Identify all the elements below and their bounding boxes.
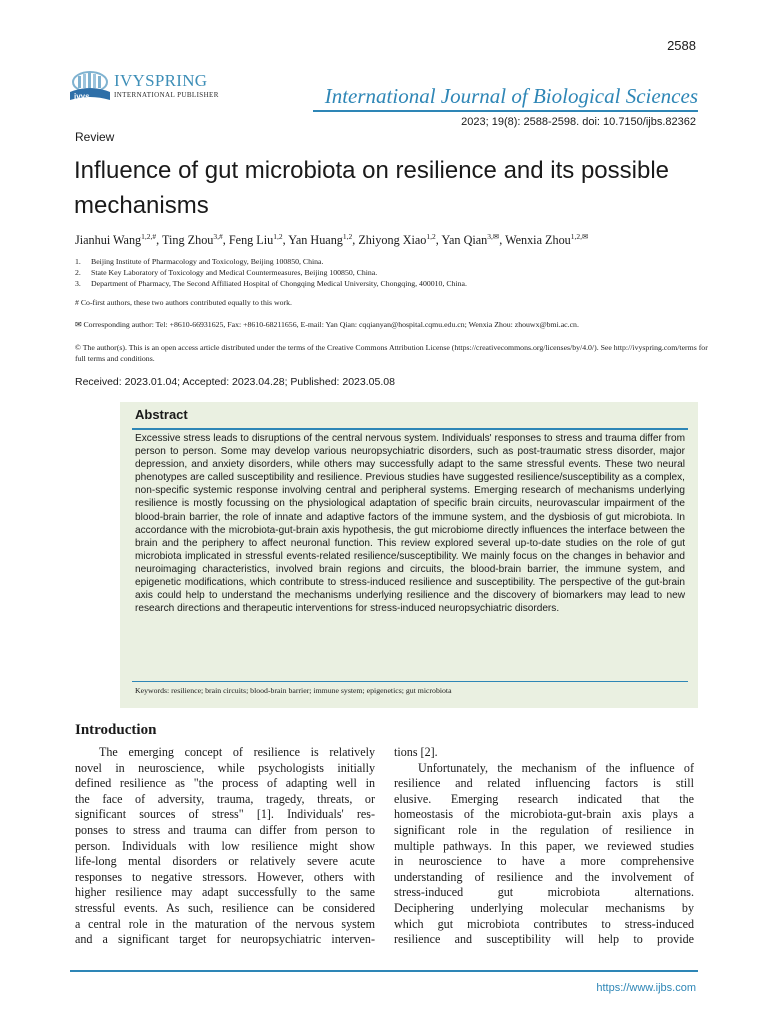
affiliation-text: Department of Pharmacy, The Second Affiliated Hospital of Chongqing Medical University, Chongqing, 400010, China. xyxy=(91,279,467,288)
cofirst-note: # Co-first authors, these two authors contributed equally to this work. xyxy=(75,298,292,307)
author-name: Yan Qian xyxy=(441,233,488,248)
text-line: tions [2]. xyxy=(394,745,438,759)
introduction-right-column xyxy=(394,745,694,948)
corresponding-author: ✉ Corresponding author: Tel: +8610-66931625, Fax: +8610-68211656, E-mail: Yan Qian: cqqianyan@hospital.cqmu.edu.cn; Wenxia Zhou: zhouwx@bmi.ac.cn. xyxy=(75,320,579,329)
affiliations xyxy=(75,256,715,289)
text-line: multiple pathways. In this paper, we reviewed studies xyxy=(394,838,694,853)
text-line: significant role in the regulation of resilience in xyxy=(394,822,694,837)
author-affiliation-marker: 1,2,# xyxy=(141,232,157,241)
abstract-bottom-rule xyxy=(132,681,688,682)
text-line: in neuroscience to have a more comprehensive xyxy=(394,854,694,869)
author-affiliation-marker: 1,2 xyxy=(426,232,436,241)
author-affiliation-marker: 1,2,✉ xyxy=(570,232,589,241)
affiliation-number: 3. xyxy=(75,279,81,288)
publisher-name: IVYSPRING xyxy=(114,71,208,90)
text-line: elusive. Emerging research indicated that the xyxy=(394,791,694,806)
publisher-logo xyxy=(68,70,228,106)
text-line: resilience and susceptibility will help to provide xyxy=(394,932,694,947)
article-type: Review xyxy=(75,130,115,144)
text-line: and a significant target for neuropsychiatric interven- xyxy=(75,932,375,947)
publisher-subtitle: INTERNATIONAL PUBLISHER xyxy=(114,91,219,99)
text-line: person. Individuals with low resilience might show xyxy=(75,838,375,853)
article-title: Influence of gut microbiota on resilience and its possible mechanisms xyxy=(74,157,670,219)
text-line: life-long mental disorders or relatively severe acute xyxy=(75,854,375,869)
text-line: novel in neuroscience, while psychologists initially xyxy=(75,760,375,775)
journal-name[interactable]: International Journal of Biological Sciences xyxy=(324,84,698,108)
text-line: homeostasis of the microbiota-gut-brain axis plays a xyxy=(394,807,694,822)
text-line: stress-induced gut microbiota alternations. xyxy=(394,885,694,900)
affiliation-text: State Key Laboratory of Toxicology and Medical Countermeasures, Beijing 100850, China. xyxy=(91,268,378,277)
citation: 2023; 19(8): 2588-2598. doi: 10.7150/ijbs.82362 xyxy=(461,116,696,128)
author-name: Jianhui Wang xyxy=(75,233,142,248)
footer-rule xyxy=(70,970,698,972)
page-number: 2588 xyxy=(667,38,696,53)
abstract-text: Excessive stress leads to disruptions of the central nervous system. Individuals' responses to stress and trauma differ from person to person. Some may develop various neuropsychiatric disorders, such as post-traumatic stress disorder, major depression, and anxiety disorders, while others may successfully adapt to the same stressful events. These two neural phenotypes are called susceptibility and resilience. Previous studies have suggested resilience/susceptibility as a complex, non-specific systemic response involving central and peripheral systems. Emerging research of mechanisms underlying resilience is mostly focussing on the physiological adaptation of specific brain circuits, neurovascular impairment of the blood-brain barrier, the role of innate and adaptive factors of the immune system, and the dysbiosis of gut microbiota. In accordance with the microbiota-gut-brain axis hypothesis, the gut microbiome directly influences the interface between the brain and the periphery to affect neuronal function. This review explored several up-to-date studies on the role of gut microbiota implicated in stressful events-related resilience/susceptibility. We mainly focus on the changes in behavior and neuroimaging characteristics, involved brain regions and circuits, the blood-brain barrier, the immune system, and epigenetic modifications, which contribute to stress-induced resilience and susceptibility. The perspective of the gut-brain axis could help to understand the mechanisms underlying resilience and the discovery of biomarkers may lead to new research directions and therapeutic interventions for stress-induced neuropsychiatric disorders. xyxy=(135,433,685,615)
abstract-heading: Abstract xyxy=(135,407,188,422)
introduction-left-column xyxy=(75,745,375,948)
text-line: Deciphering underlying molecular mechanisms by xyxy=(394,900,694,915)
text-line: stressful events. As such, resilience can be considered xyxy=(75,900,375,915)
author-name: Feng Liu xyxy=(228,233,274,248)
author-name: Zhiyong Xiao xyxy=(358,233,427,248)
text-line: significant sources of stress" [1]. Individuals' res- xyxy=(75,807,375,822)
text-line: defined resilience as "the process of adapting well in xyxy=(75,776,375,791)
footer-url[interactable]: https://www.ijbs.com xyxy=(596,982,696,994)
affiliation-text: Beijing Institute of Pharmacology and Toxicology, Beijing 100850, China. xyxy=(91,257,324,266)
author-affiliation-marker: 1,2 xyxy=(342,232,353,241)
affiliation-item xyxy=(75,278,715,289)
text-line: resilience and related influencing factors is still xyxy=(394,776,694,791)
ivyspring-logo-icon xyxy=(68,70,112,106)
abstract-top-rule xyxy=(132,428,688,430)
text-line: a central role in the maturation of the nervous system xyxy=(75,916,375,931)
affiliation-item xyxy=(75,256,715,267)
author-affiliation-marker: 1,2 xyxy=(273,232,283,241)
affiliation-number: 1. xyxy=(75,257,81,266)
keywords: Keywords: resilience; brain circuits; blood-brain barrier; immune system; epigenetics; gut microbiota xyxy=(135,686,452,695)
journal-rule xyxy=(313,110,698,112)
author-name: Wenxia Zhou xyxy=(505,233,571,248)
text-line: which gut microbiota contributes to stress-induced xyxy=(394,916,694,931)
article-dates: Received: 2023.01.04; Accepted: 2023.04.28; Published: 2023.05.08 xyxy=(75,376,395,388)
author-affiliation-marker: 3,✉ xyxy=(487,232,500,241)
text-line: the face of adversity, trauma, tragedy, threats, or xyxy=(75,791,375,806)
affiliation-item xyxy=(75,267,715,278)
svg-text:ivys: ivys xyxy=(74,92,90,101)
text-line: The emerging concept of resilience is relatively xyxy=(99,745,375,759)
text-line: ponses to stress and trauma can differ from person to xyxy=(75,822,375,837)
introduction-heading: Introduction xyxy=(75,722,157,738)
text-line: understanding of resilience and the involvement of xyxy=(394,869,694,884)
author-list: Jianhui Wang$^{1,2,\#}$, Ting Zhou$^{3,\#}$, Feng Liu$^{1,2}$, Yan Huang$^{1,2}$, Zhiyong Xiao$^{1,2}$, Yan Qian$^{3,✉}$, Wenxia Zhou$^{1,2,✉}$ xyxy=(75,232,589,248)
author-affiliation-marker: 3,# xyxy=(213,232,223,241)
license-notice: © The author(s). This is an open access article distributed under the terms of the Creative Commons Attribution License (https://creativecommons.org/licenses/by/4.0/). See http://ivyspring.com/terms for full terms and conditions. xyxy=(75,343,708,363)
text-line: Unfortunately, the mechanism of the influence of xyxy=(418,760,694,775)
text-line: higher resilience may adapt successfully to the same xyxy=(75,885,375,900)
author-name: Yan Huang xyxy=(288,233,343,248)
author-name: Ting Zhou xyxy=(162,233,214,248)
text-line: responses to negative stressors. However, others with xyxy=(75,869,375,884)
affiliation-number: 2. xyxy=(75,268,81,277)
